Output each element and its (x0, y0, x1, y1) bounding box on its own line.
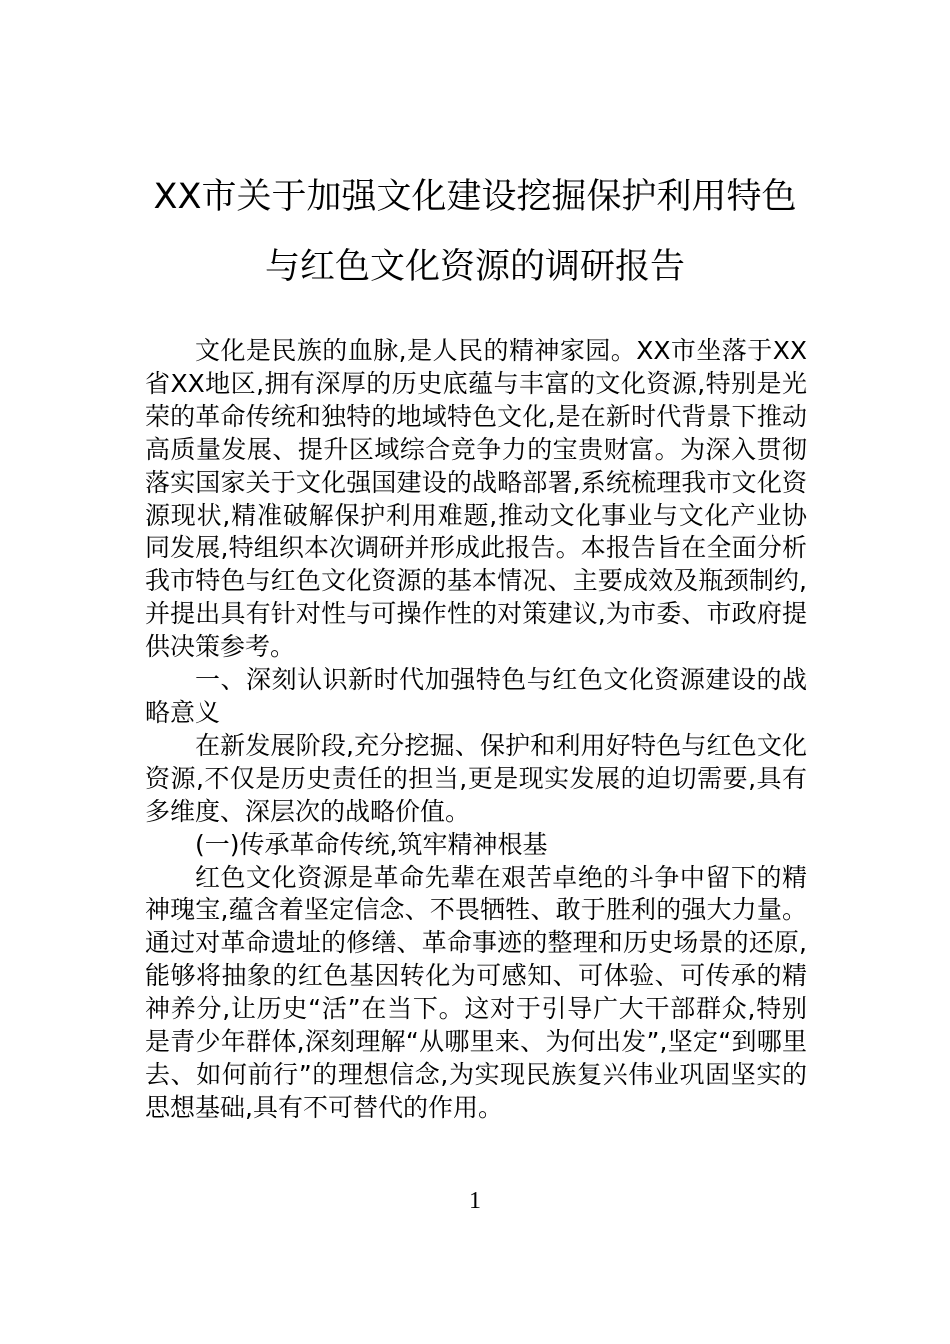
intro-paragraph: 文化是民族的血脉,是人民的精神家园。XX市坐落于XX省XX地区,拥有深厚的历史底蕴与丰富的文化资源,特别是光荣的革命传统和独特的地域特色文化,是在新时代背景下推动高质量发展、提升区域综合竞争力的宝贵财富。为深入贯彻落实国家关于文化强国建设的战略部署,系统梳理我市文化资源现状,精准破解保护利用难题,推动文化事业与文化产业协同发展,特组织本次调研并形成此报告。本报告旨在全面分析我市特色与红色文化资源的基本情况、主要成效及瓶颈制约,并提出具有针对性与可操作性的对策建议,为市委、市政府提供决策参考。 (145, 336, 807, 662)
title-line-1: XX市关于加强文化建设挖掘保护利用特色 (153, 177, 797, 217)
subsection-heading-1: (一)传承革命传统,筑牢精神根基 (195, 829, 548, 859)
subsection-1-paragraph: 红色文化资源是革命先辈在艰苦卓绝的斗争中留下的精神瑰宝,蕴含着坚定信念、不畏牺牲、敢于胜利的强大力量。通过对革命遗址的修缮、革命事迹的整理和历史场景的还原,能够将抽象的红色基因转化为可感知、可体验、可传承的精神养分,让历史“活”在当下。这对于引导广大干部群众,特别是青少年群体,深刻理解“从哪里来、为何出发”,坚定“到哪里去、如何前行”的理想信念,为实现民族复兴伟业巩固坚实的思想基础,具有不可替代的作用。 (145, 862, 807, 1122)
document-body (145, 335, 807, 1125)
page-number: 1 (469, 1188, 481, 1214)
section-heading-1: 一、深刻认识新时代加强特色与红色文化资源建设的战略意义 (145, 665, 807, 727)
section-1-paragraph: 在新发展阶段,充分挖掘、保护和利用好特色与红色文化资源,不仅是历史责任的担当,更是现实发展的迫切需要,具有多维度、深层次的战略价值。 (145, 730, 807, 826)
document-title (140, 162, 810, 302)
title-line-2: 与红色文化资源的调研报告 (264, 247, 685, 287)
